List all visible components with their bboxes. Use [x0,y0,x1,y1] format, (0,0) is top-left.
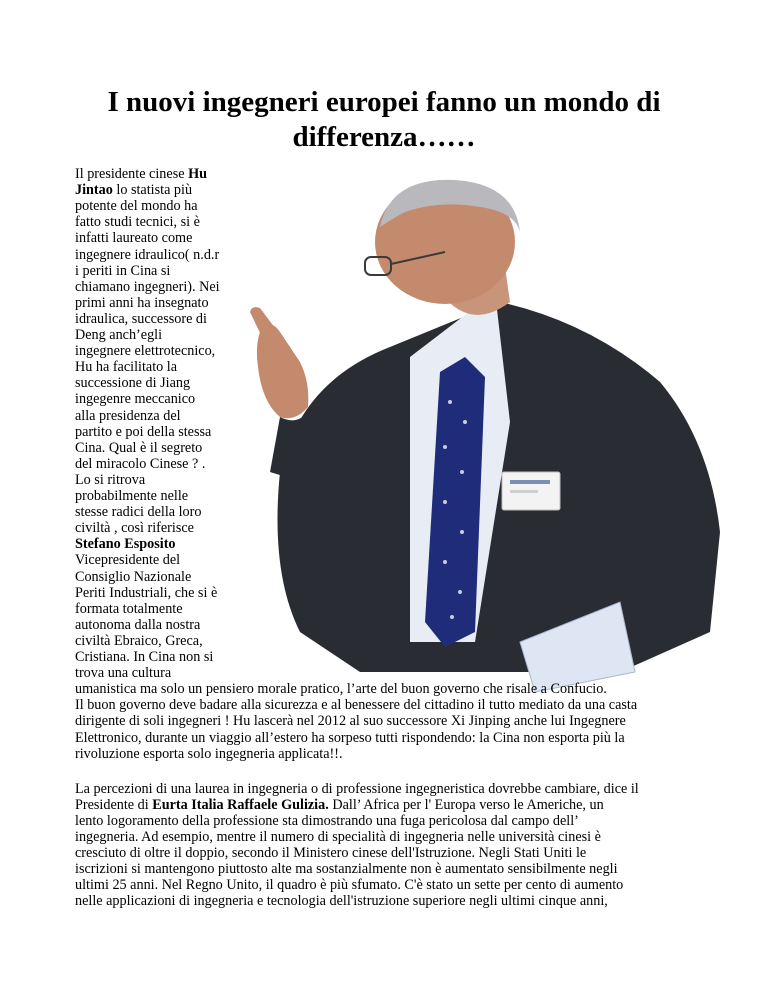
raised-hand [257,325,308,419]
col-line-2: Jintao lo statista più [75,182,193,198]
p2-line-7: ultimi 25 anni. Nel Regno Unito, il quadro è più sfumato. C'è stato un sette per cento di aumento [75,877,624,893]
col-line-6: ingegnere idraulico( n.d.r [75,247,220,263]
article-title [60,85,708,155]
p1-line-4: Elettronico, durante un viaggio all’estero ha sorpeso tutti rispondendo: la Cina non esporta più la [75,730,625,746]
col-line-13: Hu ha facilitato la [75,359,178,375]
speaker-photo [240,172,740,692]
col-line-20: Lo si ritrova [75,472,146,488]
p1-line-5: rivoluzione esporta solo ingegneria applicata!!. [75,746,343,762]
col-line-18: Cina. Qual è il segreto [75,440,203,456]
col-line-24: Stefano Esposito [75,536,176,552]
col-line-19: del miracolo Cinese ? . [75,456,206,472]
col-line-5: infatti laureato come [75,230,193,246]
col-line-9: primi anni ha insegnato [75,295,209,311]
pointing-finger [250,307,278,337]
col-line-4: fatto studi tecnici, si è [75,214,200,230]
col-line-26: Consiglio Nazionale [75,569,192,585]
col-line-15: ingegenre meccanico [75,391,196,407]
p2-line-8: nelle applicazioni di ingegneria e tecnologia dell'istruzione superiore negli ultimi cinque anni, [75,893,608,909]
p2-line-5: cresciuto di oltre il doppio, secondo il Ministero cinese dell'Istruzione. Negli Stati Uniti le [75,845,587,861]
col-line-1: Il presidente cinese Hu [75,166,207,182]
col-line-14: successione di Jiang [75,375,191,391]
col-line-29: autonoma dalla nostra [75,617,201,633]
p2-line-1: La percezioni di una laurea in ingegneria o di professione ingegneristica dovrebbe cambiare, dice il [75,781,639,797]
col-line-7: i periti in Cina si [75,263,171,279]
p2-line-2: Presidente di Eurta Italia Raffaele Gulizia. Dall’ Africa per l' Europa verso le Americhe, un [75,797,604,813]
p2-line-6: iscrizioni si mantengono piuttosto alte ma sostanzialmente non è aumentato sensibilmente negli [75,861,618,877]
col-line-28: formata totalmente [75,601,183,617]
title-line-1: I nuovi ingegneri europei fanno un mondo di [107,86,661,118]
p2-line-3: lento logoramento della professione sta dimostrando una fuga pericolosa dal campo dell’ [75,813,579,829]
col-line-22: stesse radici della loro [75,504,202,520]
col-line-3: potente del mondo ha [75,198,198,214]
col-line-10: idraulica, successore di [75,311,207,327]
col-line-21: probabilmente nelle [75,488,189,504]
col-line-11: Deng anch’egli [75,327,163,343]
p1-line-3: dirigente di soli ingegneri ! Hu lascerà nel 2012 al suo successore Xi Jinping anche lui Ingegnere [75,713,626,729]
col-line-31: Cristiana. In Cina non si [75,649,214,665]
col-line-8: chiamano ingegneri). Nei [75,279,220,295]
p1-line-2: Il buon governo deve badare alla sicurezza e al benessere del cittadino il tutto mediato da una casta [75,697,638,713]
col-line-30: civiltà Ebraico, Greca, [75,633,203,649]
title-line-2: differenza…… [292,121,476,153]
col-line-25: Vicepresidente del [75,552,181,568]
col-line-12: ingegnere elettrotecnico, [75,343,216,359]
col-line-17: partito e poi della stessa [75,424,212,440]
p2-line-4: ingegneria. Ad esempio, mentre il numero di specialità di ingegneria nelle università cinesi è [75,829,601,845]
col-line-32: trova una cultura [75,665,172,681]
col-line-27: Periti Industriali, che si è [75,585,218,601]
p1-line-1: umanistica ma solo un pensiero morale pratico, l’arte del buon governo che risale a Confucio. [75,681,607,697]
col-line-23: civiltà , così riferisce [75,520,194,536]
col-line-16: alla presidenza del [75,408,181,424]
